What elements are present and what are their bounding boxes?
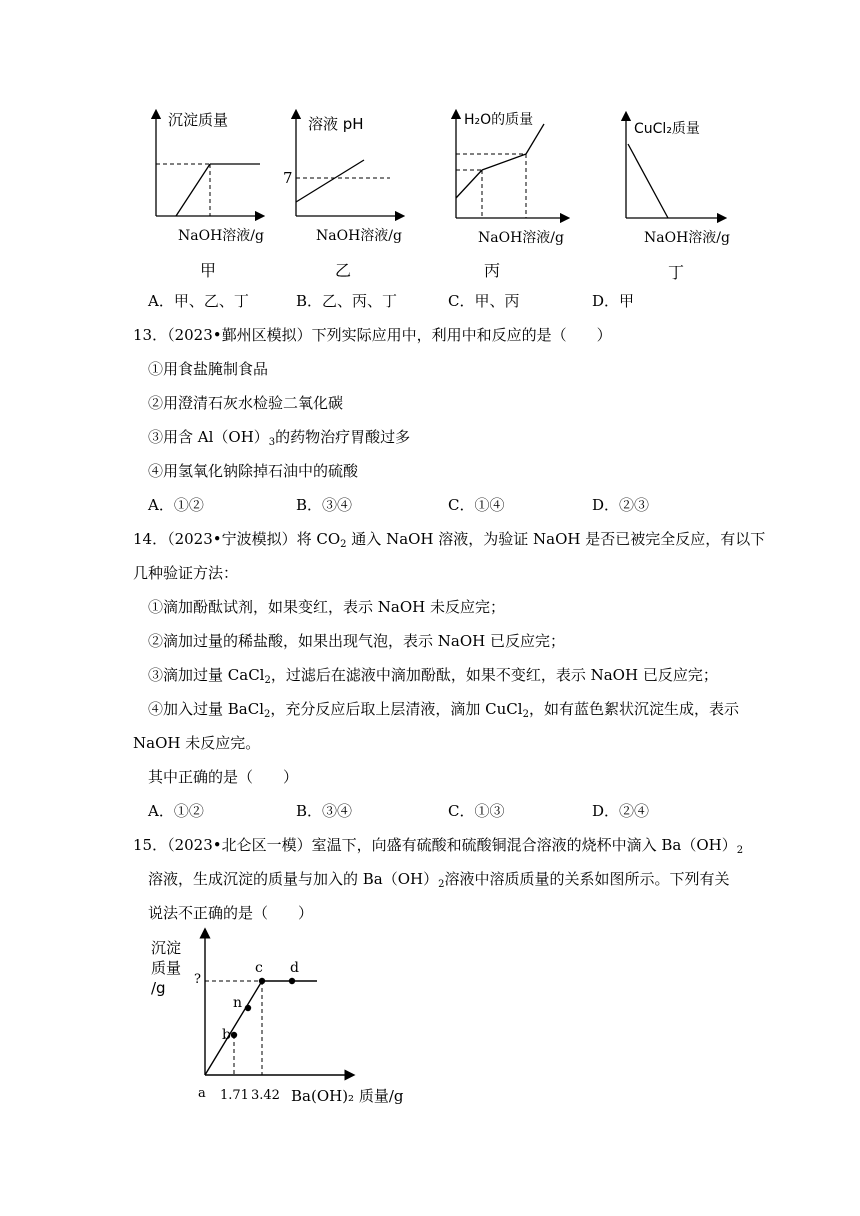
q15-origin: a <box>198 1086 206 1101</box>
q12-option-b[interactable]: B．乙、丙、丁 <box>296 292 398 310</box>
q14-method-2: ②滴加过量的稀盐酸，如果出现气泡，表示 NaOH 已反应完； <box>148 632 565 650</box>
q15-stem-3: 说法不正确的是（ ） <box>148 904 314 922</box>
graph-bing <box>440 108 580 247</box>
point-d <box>289 978 295 984</box>
q15-label-b: b <box>222 1027 231 1043</box>
q13-stem: 13．（2023•鄞州区模拟）下列实际应用中，利用中和反应的是（ ） <box>133 326 612 344</box>
q15-ylabel-2: 质量 <box>151 959 182 977</box>
graph-ding <box>610 108 740 247</box>
q13-item-2: ②用澄清石灰水检验二氧化碳 <box>148 394 344 412</box>
q15-xlabel: Ba(OH)₂ 质量/g <box>291 1087 404 1105</box>
q13-option-c[interactable]: C．①④ <box>448 496 505 514</box>
q14-ask: 其中正确的是（ ） <box>148 768 299 786</box>
q14-option-d[interactable]: D．②④ <box>592 802 650 820</box>
q15-graph-svg <box>145 925 415 1110</box>
q13-option-d[interactable]: D．②③ <box>592 496 650 514</box>
caption-jia: 甲 <box>200 261 217 280</box>
q13-option-b[interactable]: B．③④ <box>296 496 353 514</box>
point-n <box>245 1005 251 1011</box>
q14-option-a[interactable]: A．①② <box>148 802 204 820</box>
graph-bing-ylabel: H₂O的质量 <box>464 112 534 128</box>
graph-bing-xlabel: NaOH溶液/g <box>478 230 564 246</box>
q14-method-1: ①滴加酚酞试剂，如果变红，表示 NaOH 未反应完； <box>148 598 505 616</box>
q14-method-3: ③滴加过量 CaCl$_2$，过滤后在滤液中滴加酚酞，如果不变红，表示 NaOH 已反应完； <box>148 666 718 686</box>
q15-label-c: c <box>255 960 263 976</box>
q15-stem-2: 溶液，生成沉淀的质量与加入的 $Ba(OH)_2$溶液中溶质质量的关系如图所示。下列有关 <box>148 870 730 890</box>
graph-yi-ylabel: 溶液 pH <box>308 115 364 133</box>
q14-stem: 14．（2023•宁波模拟）将 $CO_2$ 通入 NaOH 溶液，为验证 NaOH 是否已被完全反应，有以下 <box>133 530 766 550</box>
graph-yi-xlabel: NaOH溶液/g <box>316 228 402 244</box>
q13-item-4: ④用氢氧化钠除掉石油中的硫酸 <box>148 462 359 480</box>
graph-jia-ylabel: 沉淀质量 <box>168 111 229 129</box>
q15-graph <box>145 925 415 1114</box>
point-c <box>259 978 265 984</box>
q15-ylabel-3: /g <box>151 979 166 997</box>
graph-jia <box>140 108 270 247</box>
q12-option-d[interactable]: D．甲 <box>592 292 635 310</box>
q15-ylabel-1: 沉淀 <box>151 939 182 957</box>
q15-label-n: n <box>233 995 243 1011</box>
q15-qmark: ? <box>194 972 201 987</box>
q14-method-4: ④加入过量 BaCl$_2$，充分反应后取上层清液，滴加 CuCl$_2$，如有蓝色絮状沉淀生成，表示 <box>148 700 739 720</box>
q14-method-4-cont: NaOH 未反应完。 <box>133 734 261 752</box>
q13-option-a[interactable]: A．①② <box>148 496 204 514</box>
graph-ding-xlabel: NaOH溶液/g <box>644 230 730 246</box>
caption-yi: 乙 <box>335 261 352 280</box>
graph-ding-ylabel: CuCl₂质量 <box>634 121 700 137</box>
graph-yi-tick: 7 <box>283 169 293 187</box>
graph-yi <box>280 108 410 247</box>
point-b <box>231 1032 237 1038</box>
q14-option-c[interactable]: C．①③ <box>448 802 505 820</box>
caption-bing: 丙 <box>484 261 501 280</box>
graph-jia-xlabel: NaOH溶液/g <box>178 228 264 244</box>
q14-option-b[interactable]: B．③④ <box>296 802 353 820</box>
q12-option-a[interactable]: A．甲、乙、丁 <box>148 292 249 310</box>
q15-tick-2: 3.42 <box>251 1088 280 1103</box>
q13-item-1: ①用食盐腌制食品 <box>148 360 269 378</box>
q12-option-c[interactable]: C．甲、丙 <box>448 292 520 310</box>
q15-label-d: d <box>290 960 299 976</box>
caption-ding: 丁 <box>668 263 685 282</box>
q13-item-3: ③用含 $Al(OH)_3$的药物治疗胃酸过多 <box>148 428 411 448</box>
q15-stem-1: 15．（2023•北仑区一模）室温下，向盛有硫酸和硫酸铜混合溶液的烧杯中滴入 $Ba(OH)_2$ <box>133 836 744 856</box>
q14-stem-2: 几种验证方法： <box>133 564 239 582</box>
q15-tick-1: 1.71 <box>220 1088 249 1103</box>
